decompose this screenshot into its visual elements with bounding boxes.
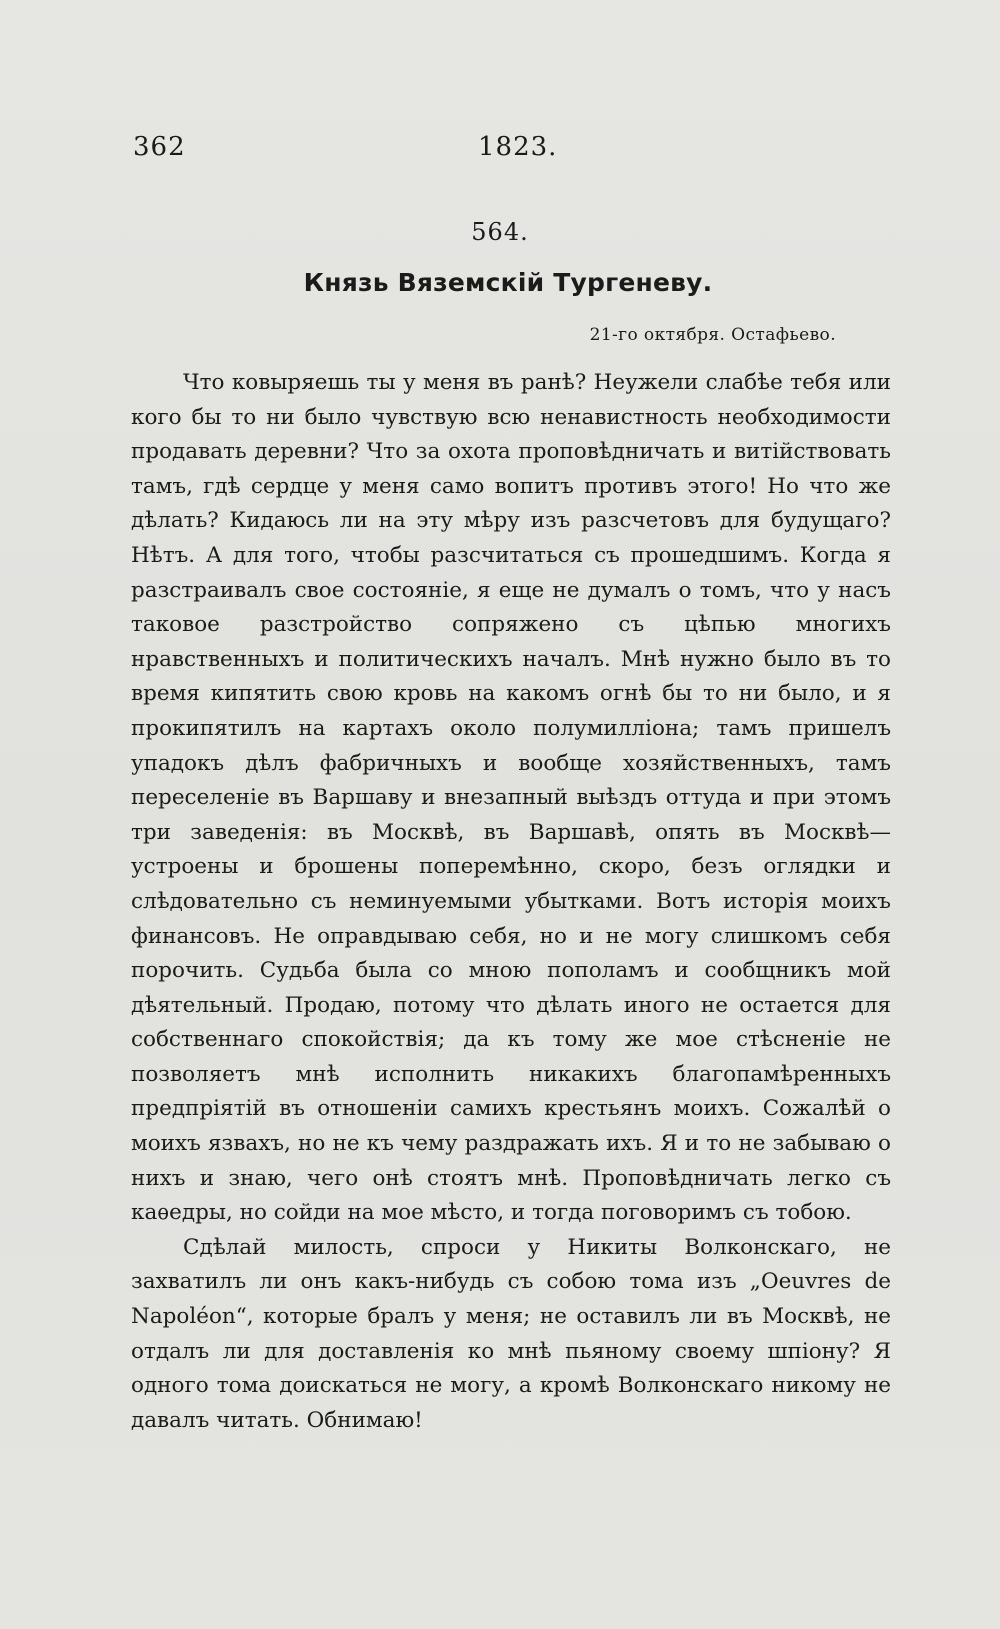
running-header-year: 1823. <box>478 132 558 162</box>
page-header <box>133 132 890 168</box>
letter-paragraph: Сдѣлай милость, спроси у Никиты Волконскаго, не захватилъ ли онъ какъ-нибудь съ собою тома изъ „Oeuvres de Napoléon“, которые бралъ у меня; не оставилъ ли въ Москвѣ, не отдалъ ли для доставленія ко мнѣ пьяному своему шпіону? Я одного тома доискаться не могу, а кромѣ Волконскаго никому не давалъ читать. Обнимаю! <box>131 1234 891 1433</box>
letter-body <box>131 366 891 1438</box>
page-number: 362 <box>133 132 186 162</box>
letter-paragraph: Что ковыряешь ты у меня въ ранѣ? Неужели слабѣе тебя или кого бы то ни было чувствую всю ненавистность необходимости продавать деревни? Что за охота проповѣдничать и витійствовать тамъ, гдѣ сердце у меня само вопитъ противъ этого! Но что же дѣлать? Кидаюсь ли на эту мѣру изъ разсчетовъ для будущаго? Нѣтъ. А для того, чтобы разсчитаться съ прошедшимъ. Когда я разстраивалъ свое состояніе, я еще не думалъ о томъ, что у насъ таковое разстройство сопряжено съ цѣпью многихъ нравственныхъ и политическихъ началъ. Мнѣ нужно было въ то время кипятить свою кровь на какомъ огнѣ бы то ни было, и я прокипятилъ на картахъ около полумилліона; тамъ пришелъ упадокъ дѣлъ фабричныхъ и вообще хозяйственныхъ, тамъ переселеніе въ Варшаву и внезапный выѣздъ оттуда и при этомъ три заведенія: въ Москвѣ, въ Варшавѣ, опять въ Москвѣ—устроены и брошены поперемѣнно, скоро, безъ оглядки и слѣдовательно съ неминуемыми убытками. Вотъ исторія моихъ финансовъ. Не оправдываю себя, но и не могу слишкомъ себя порочить. Судьба была со мною пополамъ и сообщникъ мой дѣятельный. Продаю, потому что дѣлать иного не остается для собственнаго спокойствія; да къ тому же мое стѣсненіе не позволяетъ мнѣ исполнить никакихъ благопамѣренныхъ предпріятій въ отношеніи самихъ крестьянъ моихъ. Сожалѣй о моихъ язвахъ, но не къ чему раздражать ихъ. Я и то не забываю о нихъ и знаю, чего онѣ стоятъ мнѣ. Проповѣдничать легко съ каѳедры, но сойди на мое мѣсто, и тогда поговоримъ съ тобою. <box>131 370 891 1226</box>
letter-number: 564. <box>471 218 529 246</box>
letter-date: 21-го октября. Остафьево. <box>589 325 836 345</box>
letter-title: Князь Вяземскій Тургеневу. <box>303 268 713 297</box>
